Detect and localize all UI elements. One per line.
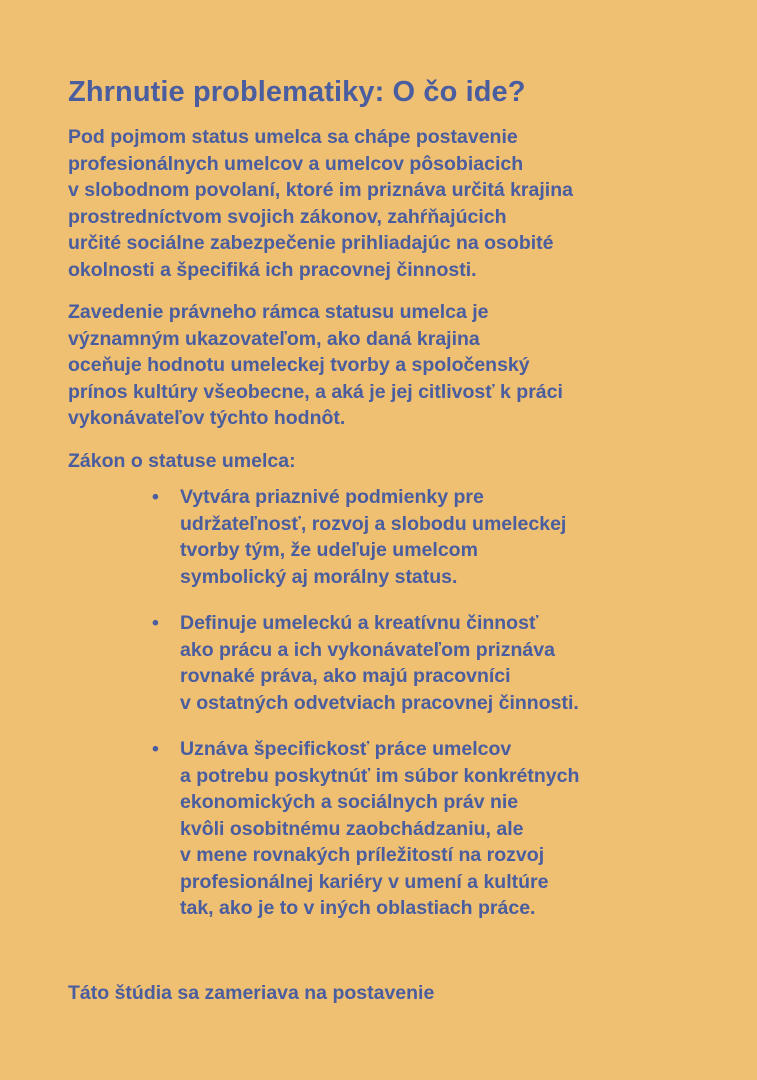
list-item: [152, 736, 708, 922]
page-title: Zhrnutie problematiky: O čo ide?: [68, 76, 526, 108]
bullet-text: Definuje umeleckú a kreatívnu činnosť ako prácu a ich vykonávateľom priznáva rovnaké práva, ako majú pracovníci v ostatných odvetviach pracovnej činnosti.: [180, 612, 579, 714]
bullet-text: Uznáva špecifickosť práce umelcov a potrebu poskytnúť im súbor konkrétnych ekonomických a sociálnych práv nie kvôli osobitnému zaobchádzaniu, ale v mene rovnakých príležitostí na rozvoj profesionálnej kariéry v umení a kultúre tak, ako je to v iných oblastiach práce.: [180, 738, 580, 919]
bullet-icon: •: [152, 486, 159, 508]
bullet-text: Vytvára priaznivé podmienky pre udržateľnosť, rozvoj a slobodu umeleckej tvorby tým, že udeľuje umelcom symbolický aj morálny status.: [180, 486, 567, 588]
bullet-icon: •: [152, 738, 159, 760]
intro-paragraph: Pod pojmom status umelca sa chápe postavenie profesionálnych umelcov a umelcov pôsobiacich v slobodnom povolaní, ktoré im priznáva určitá krajina prostredníctvom svojich zákonov, zahŕňajúcich určité sociálne zabezpečenie prihliadajúc na osobité okolnosti a špecifiká ich pracovnej činnosti.: [68, 126, 573, 281]
list-item: [152, 484, 708, 590]
bullet-icon: •: [152, 612, 159, 634]
list-item: [152, 610, 708, 716]
law-bullet-list: [68, 484, 708, 922]
legal-framework-paragraph: Zavedenie právneho rámca statusu umelca je významným ukazovateľom, ako daná krajina oceňuje hodnotu umeleckej tvorby a spoločenský prínos kultúry všeobecne, a aká je jej citlivosť k práci vykonávateľov týchto hodnôt.: [68, 301, 563, 429]
document-body: [68, 74, 708, 942]
law-heading: Zákon o statuse umelca:: [68, 449, 296, 472]
footer-text: Táto štúdia sa zameriava na postavenie: [68, 982, 435, 1004]
